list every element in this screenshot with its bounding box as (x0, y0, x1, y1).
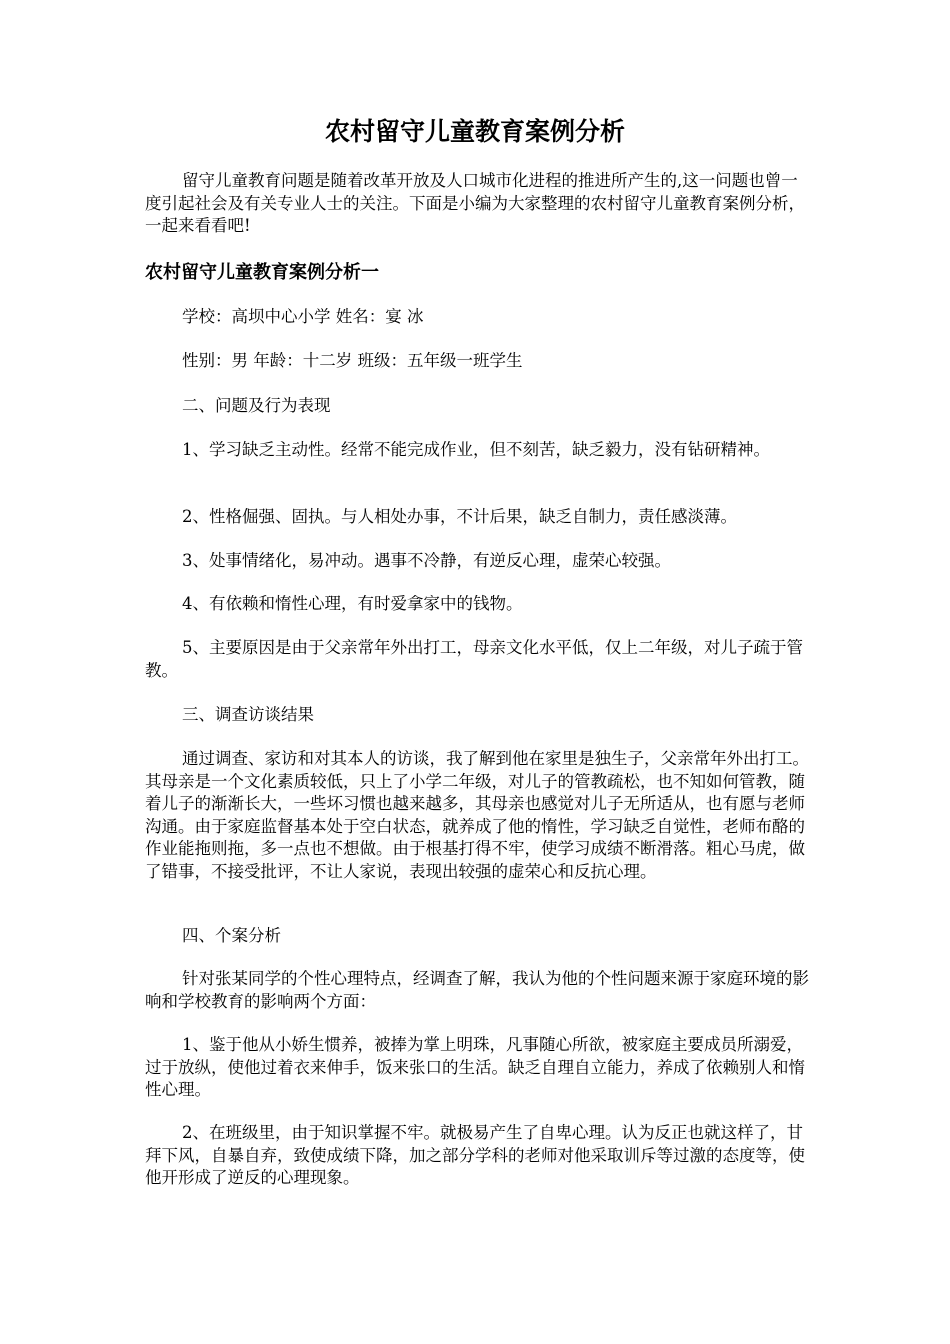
part2-item-3: 3、处事情绪化，易冲动。遇事不冷静，有逆反心理，虚荣心较强。 (182, 551, 671, 570)
part2-item-5: 5、主要原因是由于父亲常年外出打工，母亲文化水平低，仅上二年级，对儿子疏于管教。 (145, 638, 803, 680)
part2-item-1: 1、学习缺乏主动性。经常不能完成作业，但不刻苦，缺乏毅力，没有钻研精神。 (182, 440, 770, 459)
part4-heading: 四、个案分析 (182, 926, 281, 945)
part2-item-2: 2、性格倔强、固执。与人相处办事，不计后果，缺乏自制力，责任感淡薄。 (182, 507, 737, 526)
intro-paragraph: 留守儿童教育问题是随着改革开放及人口城市化进程的推进所产生的,这一问题也曾一度引起社会及有关专业人士的关注。下面是小编为大家整理的农村留守儿童教育案例分析，一起来看看吧! (145, 171, 805, 235)
part2-heading: 二、问题及行为表现 (182, 396, 331, 415)
document-title: 农村留守儿童教育案例分析 (324, 117, 625, 146)
gender-line: 性别：男 年龄：十二岁 班级：五年级一班学生 (182, 351, 523, 370)
part4-intro: 针对张某同学的个性心理特点，经调查了解，我认为他的个性问题来源于家庭环境的影响和学校教育的影响两个方面： (145, 969, 809, 1011)
part4-item-1: 1、鉴于他从小娇生惯养，被捧为掌上明珠，凡事随心所欲，被家庭主要成员所溺爱，过于放纵，使他过着衣来伸手，饭来张口的生活。缺乏自理自立能力，养成了依赖别人和惰性心理。 (145, 1035, 805, 1099)
part3-heading: 三、调查访谈结果 (182, 705, 314, 724)
part2-item-4: 4、有依赖和惰性心理，有时爱拿家中的钱物。 (182, 594, 523, 613)
section-heading: 农村留守儿童教育案例分析一 (145, 262, 379, 283)
school-line: 学校：高坝中心小学 姓名：宴 冰 (182, 307, 424, 326)
part3-body: 通过调查、家访和对其本人的访谈，我了解到他在家里是独生子，父亲常年外出打工。其母亲是一个文化素质较低，只上了小学二年级，对儿子的管教疏松，也不知如何管教，随着儿子的渐渐长大，一些坏习惯也越来越多，其母亲也感觉对儿子无所适从，也有愿与老师沟通。由于家庭监督基本处于空白状态，就养成了他的惰性，学习缺乏自觉性，老师布酪的作业能拖则拖，多一点也不想做。由于根基打得不牢，使学习成绩不断滑落。粗心马虎，做了错事，不接受批评，不让人家说，表现出较强的虚荣心和反抗心理。 (145, 749, 809, 881)
part4-item-2: 2、在班级里，由于知识掌握不牢。就极易产生了自卑心理。认为反正也就这样了，甘拜下风，自暴自弃，致使成绩下降，加之部分学科的老师对他采取训斥等过激的态度等，使他开形成了逆反的心理现象。 (145, 1123, 805, 1187)
